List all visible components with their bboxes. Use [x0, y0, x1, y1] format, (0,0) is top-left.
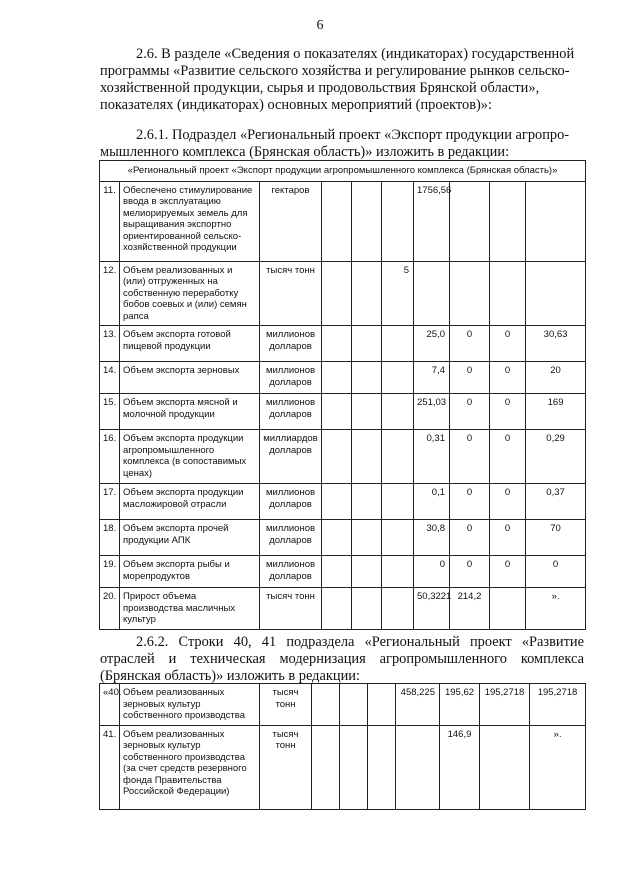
value-cell: 0 — [450, 556, 490, 588]
value-cell — [352, 394, 382, 430]
value-cell: 50,3221 — [414, 588, 450, 630]
row-number: 20. — [100, 588, 120, 630]
indicator-name: Объем экспорта прочей продукции АПК — [120, 520, 260, 556]
text-line: отраслей и техническая модернизация агропромышленного комплекса — [100, 651, 584, 667]
unit-cell: миллионов долларов — [260, 394, 322, 430]
section-2-6-intro — [100, 46, 584, 114]
value-cell — [352, 556, 382, 588]
subsection-2-6-2 — [100, 634, 584, 685]
unit-cell: миллионов долларов — [260, 556, 322, 588]
table-header: «Региональный проект «Экспорт продукции агропромышленного комплекса (Брянская область)» — [100, 161, 586, 182]
value-cell — [526, 181, 586, 261]
indicator-name: Обеспечено стимулирование ввода в эксплуатацию мелиорируемых земель для выращивания экспортно ориентированной сельско-хозяйственной продукции — [120, 181, 260, 261]
table-row — [100, 520, 586, 556]
indicator-name: Прирост объема производства масличных культур — [120, 588, 260, 630]
value-cell: 0 — [450, 326, 490, 362]
row-number: 18. — [100, 520, 120, 556]
value-cell — [382, 556, 414, 588]
value-cell: 0 — [526, 556, 586, 588]
unit-cell: миллионов долларов — [260, 520, 322, 556]
value-cell: 0 — [450, 520, 490, 556]
unit-cell: миллионов долларов — [260, 484, 322, 520]
unit-cell: тысяч тонн — [260, 261, 322, 326]
value-cell: 195,2718 — [480, 684, 530, 726]
value-cell — [352, 261, 382, 326]
unit-cell: миллиардов долларов — [260, 430, 322, 484]
row-number: «40. — [100, 684, 120, 726]
value-cell: ». — [526, 588, 586, 630]
value-cell: 458,225 — [396, 684, 440, 726]
value-cell: 0 — [450, 484, 490, 520]
value-cell — [340, 684, 368, 726]
value-cell — [352, 362, 382, 394]
row-number: 12. — [100, 261, 120, 326]
value-cell: 169 — [526, 394, 586, 430]
value-cell: 0 — [450, 430, 490, 484]
value-cell — [382, 484, 414, 520]
value-cell: 0 — [490, 362, 526, 394]
table-row — [100, 430, 586, 484]
unit-cell: тысяч тонн — [260, 725, 312, 809]
table-row — [100, 326, 586, 362]
table-row — [100, 394, 586, 430]
indicator-name: Объем реализованных зерновых культур собственного производства (за счет средств резервного фонда Правительства Российской Федерации) — [120, 725, 260, 809]
value-cell — [382, 362, 414, 394]
value-cell — [322, 588, 352, 630]
value-cell: 0,29 — [526, 430, 586, 484]
unit-cell: тысяч тонн — [260, 588, 322, 630]
value-cell — [322, 261, 352, 326]
indicator-name: Объем реализованных зерновых культур собственного производства — [120, 684, 260, 726]
row-number: 17. — [100, 484, 120, 520]
indicator-name: Объем экспорта мясной и молочной продукции — [120, 394, 260, 430]
value-cell — [322, 484, 352, 520]
value-cell — [382, 430, 414, 484]
value-cell: 0 — [490, 394, 526, 430]
value-cell — [322, 181, 352, 261]
value-cell — [382, 326, 414, 362]
indicator-name: Объем экспорта зерновых — [120, 362, 260, 394]
value-cell: 5 — [382, 261, 414, 326]
value-cell: 146,9 — [440, 725, 480, 809]
value-cell — [382, 181, 414, 261]
value-cell: 195,62 — [440, 684, 480, 726]
value-cell — [322, 556, 352, 588]
text-line: (Брянская область)» изложить в редакции: — [100, 668, 360, 684]
value-cell — [322, 394, 352, 430]
value-cell — [490, 261, 526, 326]
table-row — [100, 181, 586, 261]
value-cell — [352, 326, 382, 362]
row-number: 13. — [100, 326, 120, 362]
value-cell — [382, 394, 414, 430]
value-cell: 251,03 — [414, 394, 450, 430]
indicator-name: Объем реализованных и (или) отгруженных на собственную переработку бобов соевых и (или) семян рапса — [120, 261, 260, 326]
value-cell: 0 — [490, 556, 526, 588]
value-cell — [352, 588, 382, 630]
value-cell: 0 — [490, 326, 526, 362]
row-number: 19. — [100, 556, 120, 588]
table-header-row — [100, 161, 586, 182]
value-cell: 30,8 — [414, 520, 450, 556]
value-cell — [312, 725, 340, 809]
value-cell — [382, 520, 414, 556]
row-number: 14. — [100, 362, 120, 394]
indicator-name: Объем экспорта рыбы и морепродуктов — [120, 556, 260, 588]
indicator-name: Объем экспорта готовой пищевой продукции — [120, 326, 260, 362]
value-cell: 20 — [526, 362, 586, 394]
value-cell: 25,0 — [414, 326, 450, 362]
value-cell — [450, 181, 490, 261]
text-line: 2.6.1. Подраздел «Региональный проект «Экспорт продукции агропро- — [136, 127, 570, 143]
indicator-name: Объем экспорта продукции агропромышленного комплекса (в сопоставимых ценах) — [120, 430, 260, 484]
row-number: 16. — [100, 430, 120, 484]
table-row — [100, 484, 586, 520]
value-cell — [340, 725, 368, 809]
row-number: 15. — [100, 394, 120, 430]
value-cell — [480, 725, 530, 809]
value-cell — [414, 261, 450, 326]
value-cell: 0 — [414, 556, 450, 588]
value-cell — [368, 725, 396, 809]
value-cell: 0 — [450, 394, 490, 430]
value-cell: 0,37 — [526, 484, 586, 520]
table-row — [100, 588, 586, 630]
value-cell: 7,4 — [414, 362, 450, 394]
value-cell — [322, 520, 352, 556]
indicator-name: Объем экспорта продукции масложировой отрасли — [120, 484, 260, 520]
value-cell — [396, 725, 440, 809]
text-line: хозяйственной продукции, сырья и продовольствия Брянской области», — [100, 80, 540, 96]
value-cell: ». — [530, 725, 586, 809]
table-row — [100, 684, 586, 726]
value-cell — [490, 181, 526, 261]
value-cell — [312, 684, 340, 726]
text-line: программы «Развитие сельского хозяйства и регулирование рынков сельско- — [100, 63, 570, 79]
unit-cell: гектаров — [260, 181, 322, 261]
value-cell: 0 — [490, 430, 526, 484]
value-cell: 0 — [490, 484, 526, 520]
page-number: 6 — [316, 18, 324, 33]
text-line: 2.6. В разделе «Сведения о показателях (индикаторах) государственной — [136, 46, 575, 62]
text-line: показателях (индикаторах) основных мероприятий (проектов)»: — [100, 97, 493, 113]
value-cell: 0,1 — [414, 484, 450, 520]
text-line: 2.6.2. Строки 40, 41 подраздела «Региональный проект «Развитие — [136, 634, 584, 650]
value-cell — [382, 588, 414, 630]
table-row — [100, 362, 586, 394]
value-cell: 195,2718 — [530, 684, 586, 726]
value-cell — [490, 588, 526, 630]
value-cell: 0 — [450, 362, 490, 394]
table-row — [100, 725, 586, 809]
value-cell — [526, 261, 586, 326]
table-row — [100, 261, 586, 326]
text-line: мышленного комплекса (Брянская область)» изложить в редакции: — [100, 144, 510, 160]
unit-cell: миллионов долларов — [260, 326, 322, 362]
value-cell — [368, 684, 396, 726]
value-cell: 0,31 — [414, 430, 450, 484]
unit-cell: миллионов долларов — [260, 362, 322, 394]
table-row — [100, 556, 586, 588]
value-cell — [450, 261, 490, 326]
value-cell — [322, 362, 352, 394]
value-cell — [352, 430, 382, 484]
value-cell: 0 — [490, 520, 526, 556]
modernization-indicators-table — [99, 683, 586, 810]
value-cell — [322, 430, 352, 484]
value-cell: 70 — [526, 520, 586, 556]
value-cell: 30,63 — [526, 326, 586, 362]
value-cell: 214,2 — [450, 588, 490, 630]
subsection-2-6-1 — [100, 127, 584, 161]
value-cell — [352, 181, 382, 261]
row-number: 41. — [100, 725, 120, 809]
export-indicators-table — [99, 160, 586, 630]
value-cell — [352, 520, 382, 556]
unit-cell: тысяч тонн — [260, 684, 312, 726]
value-cell — [352, 484, 382, 520]
row-number: 11. — [100, 181, 120, 261]
value-cell — [322, 326, 352, 362]
value-cell: 1756,56 — [414, 181, 450, 261]
